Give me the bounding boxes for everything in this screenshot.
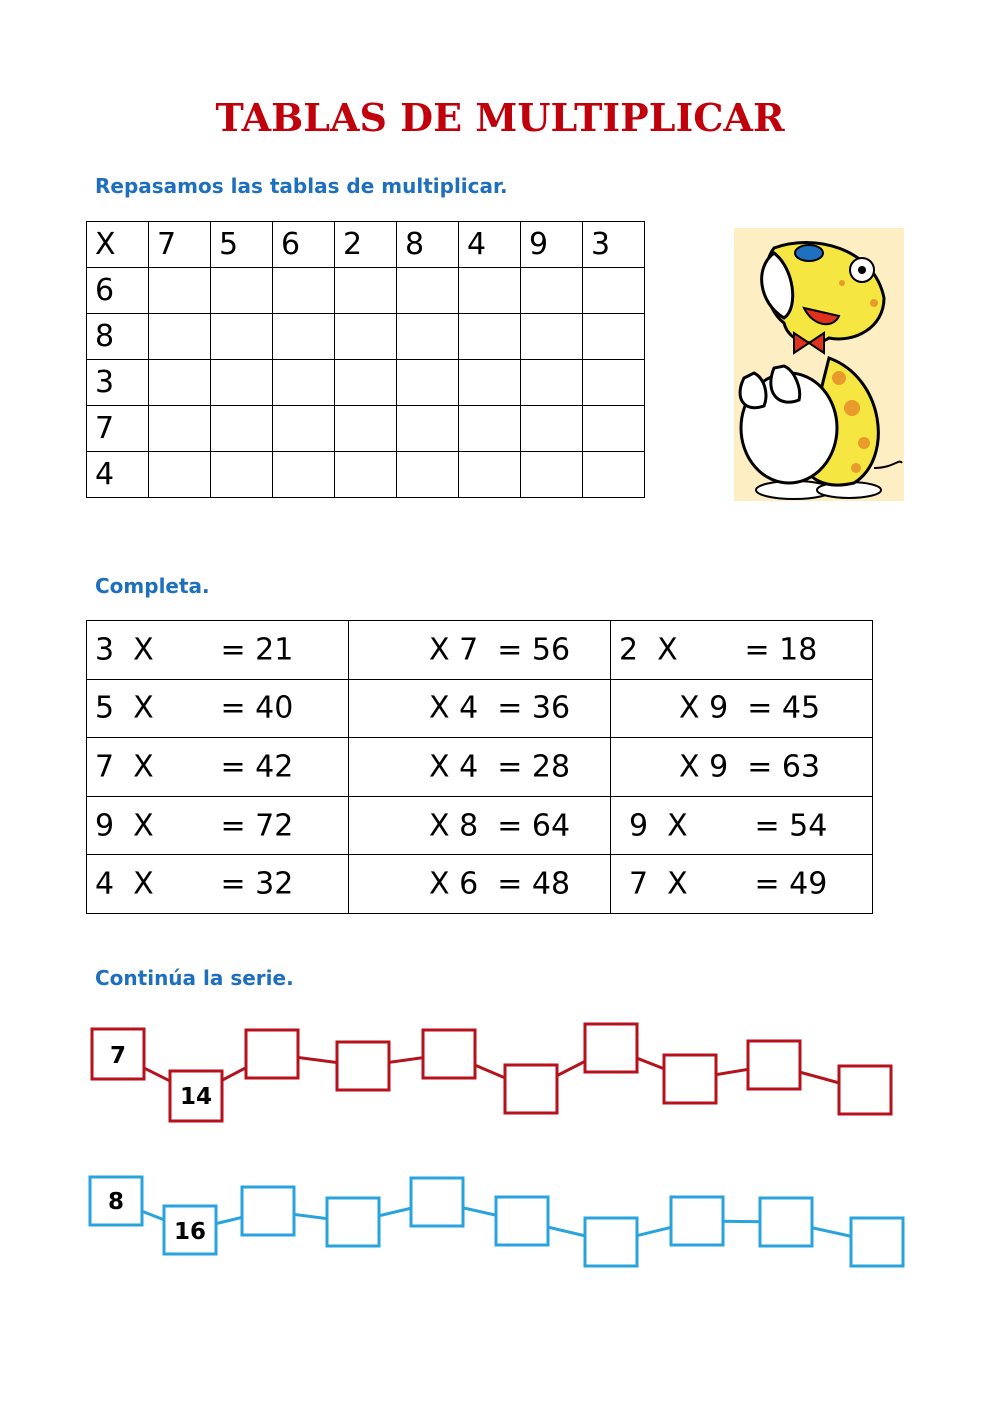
equation-text: 4 X = 32: [95, 866, 294, 902]
equation-text: X 4 = 28: [429, 749, 571, 785]
blue-series-box[interactable]: [671, 1197, 723, 1245]
equation-text: 9 X = 72: [95, 808, 294, 844]
page-title: TABLAS DE MULTIPLICAR: [215, 95, 785, 140]
blue-series-box[interactable]: [760, 1198, 812, 1246]
grid-header-cell: 7: [149, 222, 211, 268]
red-series-box[interactable]: [664, 1055, 716, 1103]
grid-header-cell: 9: [521, 222, 583, 268]
red-series-second-value: 14: [179, 1084, 213, 1110]
grid-row-header: 4: [87, 452, 149, 498]
blue-series-box[interactable]: [585, 1218, 637, 1266]
blue-series-first-value: 8: [107, 1189, 125, 1215]
red-series-box[interactable]: [423, 1030, 475, 1078]
section-heading-series: Continúa la serie.: [95, 966, 294, 990]
equation-text: 7 X = 49: [629, 866, 828, 902]
equation-text: X 9 = 45: [679, 690, 821, 726]
equation-text: 7 X = 42: [95, 749, 294, 785]
grid-row-header: 3: [87, 360, 149, 406]
equation-text: 3 X = 21: [95, 632, 294, 668]
grid-header-cell: 5: [211, 222, 273, 268]
blue-series-box[interactable]: [851, 1218, 903, 1266]
grid-row-header: 6: [87, 268, 149, 314]
grid-header-cell: 6: [273, 222, 335, 268]
grid-header-cell: 3: [583, 222, 645, 268]
equation-text: 2 X = 18: [619, 632, 818, 668]
grid-header-cell: 2: [335, 222, 397, 268]
section-heading-complete: Completa.: [95, 574, 210, 598]
grid-header-cell: 4: [459, 222, 521, 268]
section-heading-review: Repasamos las tablas de multiplicar.: [95, 174, 508, 198]
equation-text: 5 X = 40: [95, 690, 294, 726]
red-series-box[interactable]: [748, 1041, 800, 1089]
blue-series-second-value: 16: [173, 1219, 207, 1245]
blue-series-box[interactable]: [496, 1197, 548, 1245]
blue-series-box[interactable]: [411, 1178, 463, 1226]
blue-series-box[interactable]: [242, 1187, 294, 1235]
red-series-box[interactable]: [839, 1066, 891, 1114]
grid-header-cell: 8: [397, 222, 459, 268]
equation-text: X 9 = 63: [679, 749, 821, 785]
red-series-box[interactable]: [585, 1024, 637, 1072]
blue-series-box[interactable]: [327, 1198, 379, 1246]
equation-text: X 8 = 64: [429, 808, 571, 844]
grid-corner: X: [87, 222, 149, 268]
grid-row-header: 7: [87, 406, 149, 452]
red-series-first-value: 7: [109, 1043, 127, 1069]
red-series-box[interactable]: [505, 1065, 557, 1113]
red-series-box[interactable]: [337, 1042, 389, 1090]
equation-text: X 6 = 48: [429, 866, 571, 902]
equation-text: X 4 = 36: [429, 690, 571, 726]
equation-text: X 7 = 56: [429, 632, 571, 668]
equation-text: 9 X = 54: [629, 808, 828, 844]
grid-row-header: 8: [87, 314, 149, 360]
blue-series: [90, 1177, 903, 1266]
red-series: [92, 1024, 891, 1121]
red-series-box[interactable]: [246, 1030, 298, 1078]
